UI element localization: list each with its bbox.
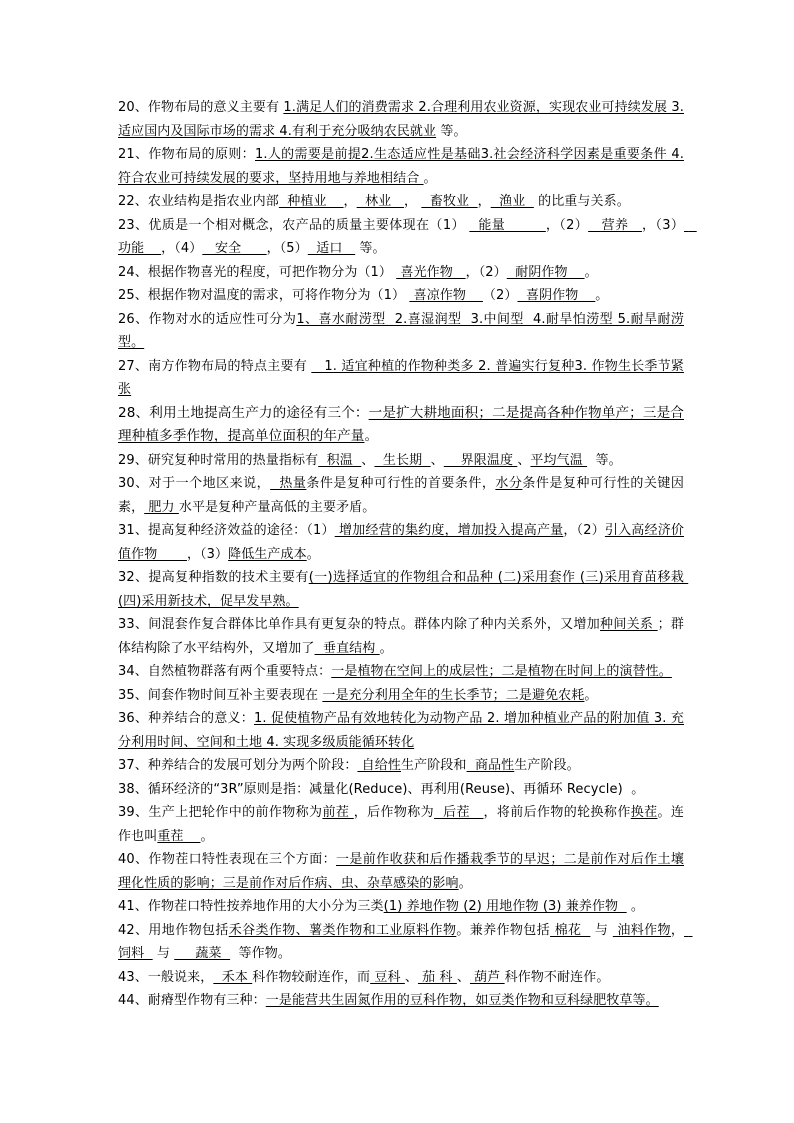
- question-text: 38、循环经济的“3R”原则是指：减量化(Reduce)、再利用(Reuse)、再循环 Recycle) 。: [118, 781, 645, 797]
- question-text: 的比重与关系。: [533, 194, 630, 209]
- question-text: ，（5）: [266, 241, 308, 256]
- answer-text: (1) 养地作物 (2) 用地作物 (3) 兼养作物: [383, 899, 627, 914]
- answer-text: 蔬菜: [174, 946, 231, 961]
- question-text: 。: [595, 288, 609, 303]
- question-text: 26、作物对水的适应性可分为: [118, 311, 297, 327]
- question-list: [118, 96, 697, 1013]
- question-31: [118, 519, 684, 566]
- question-text: 。: [458, 875, 472, 891]
- question-text: 28、利用土地提高生产力的途径有三个：: [118, 404, 369, 421]
- answer-text: 1. 促使植物产品有效地转化为动物产品 2. 增加种植业产品的附加值 3. 充分利用时间、空间和土地 4. 实现多级质能循环转化: [118, 711, 684, 750]
- question-text: 等。: [436, 123, 467, 139]
- question-text: ，: [477, 194, 491, 209]
- question-text: 等。: [355, 241, 386, 256]
- question-text: 44、耐瘠型作物有三种：: [118, 993, 266, 1008]
- answer-text: 能量: [469, 217, 546, 233]
- answer-text: 增加经营的集约度，增加投入提高产量: [334, 523, 564, 538]
- answer-text: 1.满足人们的消费需求 2.合理利用农业资源，实现农业可持续发展 3.适应国内及国际市场的需求 4.有利于充分吸纳农民就业: [118, 100, 684, 139]
- question-text: 27、南方作物布局的特点主要有: [118, 358, 312, 374]
- answer-text: 一是充分利用全年的生长季节；二是避免农耗: [322, 687, 585, 703]
- answer-text: 一是能营共生固氮作用的豆科作物，如豆类作物和豆科绿肥牧草等。: [265, 993, 659, 1008]
- answer-text: 耐阴作物: [506, 264, 585, 280]
- answer-text: 换茬: [630, 805, 658, 820]
- question-text: 22、农业结构是指农业内部: [118, 194, 279, 209]
- answer-text: 安全: [202, 241, 267, 256]
- question-text: ，（3）: [186, 546, 229, 562]
- question-text: 34、自然植物群落有两个重要特点：: [118, 664, 332, 679]
- question-26: [118, 308, 684, 355]
- question-text: 生产阶段和: [401, 758, 467, 773]
- question-text: 。: [364, 428, 379, 444]
- question-text: ，（2）: [545, 217, 589, 233]
- answer-text: 自给性: [357, 758, 401, 773]
- question-30: [118, 472, 684, 519]
- answer-text: 油料作物: [612, 922, 671, 938]
- answer-text: 1. 适宜种植的作物种类多 2. 普遍实行复种3. 作物生长季节紧张: [118, 358, 684, 397]
- answer-text: 生长期: [374, 452, 431, 468]
- question-text: ，将前后作物的轮换称作: [483, 805, 631, 820]
- question-text: 36、种养结合的意义：: [118, 711, 254, 726]
- question-text: 31、提高复种经济效益的途径：（1）: [118, 523, 335, 538]
- question-text: ，: [670, 922, 685, 938]
- question-text: 42、用地作物包括: [118, 922, 229, 938]
- question-text: （2）: [482, 288, 518, 303]
- question-34: [118, 660, 684, 684]
- question-42: [118, 919, 693, 966]
- question-text: 。: [306, 546, 320, 562]
- answer-text: 功能: [118, 217, 697, 256]
- answer-text: 引入高经济价值作物: [118, 523, 684, 562]
- question-text: 、: [456, 969, 470, 985]
- answer-text: 平均气温: [530, 452, 588, 468]
- answer-text: 前茬: [322, 805, 354, 820]
- answer-text: 渔业: [490, 194, 534, 209]
- question-text: 39、生产上把轮作中的前作物称为: [118, 805, 323, 820]
- question-text: 24、根据作物喜光的程度，可把作物分为（1）: [118, 264, 397, 280]
- question-text: 30、对于一个地区来说，: [118, 476, 271, 491]
- question-41: [118, 895, 684, 919]
- question-text: 水平是复种产量高低的主要矛盾。: [178, 499, 376, 515]
- question-text: 43、一般说来，: [118, 969, 214, 985]
- question-text: 科作物较耐连作，而: [252, 969, 371, 985]
- question-text: 与: [590, 922, 613, 938]
- answer-text: 适口: [307, 241, 356, 256]
- question-text: 25、根据作物对温度的需求，可将作物分为（1）: [118, 288, 410, 303]
- question-25: [118, 284, 684, 308]
- answer-text: 喜凉作物: [409, 288, 483, 303]
- answer-text: 1.人的需要是前提2.生态适应性是基础3.社会经济科学因素是重要条件 4.符合农业可持续发展的要求，坚持用地与养地相结合: [118, 147, 684, 186]
- question-text: 37、种养结合的发展可划分为两个阶段：: [118, 758, 358, 773]
- answer-text: 畜牧业: [421, 194, 478, 209]
- answer-text: 营养: [588, 217, 642, 233]
- answer-text: 1、喜水耐涝型 2.喜湿润型 3.中间型 4.耐旱怕涝型 5.耐旱耐涝型。: [118, 311, 684, 350]
- answer-text: 饲料: [118, 922, 693, 961]
- answer-text: 种间关系: [600, 617, 658, 632]
- question-40: [118, 848, 684, 895]
- question-text: 。: [584, 264, 598, 280]
- question-text: ；群体结构除了水平结构外，又增加了: [118, 617, 684, 656]
- question-text: 41、作物茬口特性按养地作用的大小分为三类: [118, 899, 384, 914]
- answer-text: 降低生产成本: [228, 546, 307, 562]
- question-21: [118, 143, 684, 190]
- question-text: 条件是复种可行性的关键因素，: [118, 476, 684, 515]
- question-text: ，: [404, 194, 422, 209]
- question-text: 科作物不耐连作。: [504, 969, 610, 985]
- question-36: [118, 707, 684, 754]
- answer-text: 种植业: [278, 194, 344, 209]
- question-text: 。: [423, 170, 437, 186]
- question-text: 29、研究复种时常用的热量指标有: [118, 452, 319, 468]
- question-32: [118, 566, 689, 613]
- question-text: 。连作也叫: [118, 805, 684, 844]
- question-text: 条件是复种可行性的首要条件，: [306, 476, 496, 491]
- question-text: ，: [343, 194, 357, 209]
- question-text: 20、作物布局的意义主要有: [118, 100, 284, 115]
- question-20: [118, 96, 684, 143]
- question-text: 、: [430, 452, 444, 468]
- question-44: [118, 989, 684, 1013]
- question-text: 40、作物茬口特性表现在三个方面：: [118, 852, 336, 867]
- question-text: 。兼养作物包括: [456, 922, 551, 938]
- answer-text: 肥力: [144, 499, 179, 515]
- answer-text: 林业: [356, 194, 405, 209]
- answer-text: 一是前作收获和后作播栽季节的早迟；二是前作对后作土壤理化性质的影响；三是前作对后作病、虫、杂草感染的影响: [118, 852, 684, 891]
- answer-text: 茄 科: [417, 969, 457, 985]
- question-text: 35、间套作物时间互补主要表现在: [118, 687, 323, 703]
- question-text: 、: [517, 452, 531, 468]
- question-35: [118, 684, 684, 708]
- question-text: 等作物。: [230, 946, 291, 961]
- answer-text: 重茬: [157, 828, 201, 844]
- answer-text: 水分: [495, 476, 523, 491]
- question-23: [118, 214, 697, 261]
- question-37: [118, 754, 684, 778]
- question-text: ，后作物称为: [353, 805, 435, 820]
- question-text: 、: [361, 452, 375, 468]
- answer-text: 后茬: [434, 805, 484, 820]
- question-text: 33、间混套作复合群体比单作具有更复杂的特点。群体内除了种内关系外，又增加: [118, 617, 601, 632]
- question-text: 21、作物布局的原则：: [118, 147, 255, 162]
- question-text: 。: [200, 828, 214, 844]
- question-24: [118, 261, 684, 285]
- question-text: ，（2）: [563, 523, 605, 538]
- answer-text: 一是扩大耕地面积；二是提高各种作物单产；三是合理种植多季作物，提高单位面积的年产量: [118, 404, 684, 444]
- question-27: [118, 355, 684, 402]
- question-text: 23、优质是一个相对概念，农产品的质量主要体现在（1）: [118, 217, 470, 233]
- answer-text: 喜光作物: [396, 264, 466, 280]
- question-text: 与: [152, 946, 175, 961]
- question-text: 生产阶段。: [514, 758, 580, 773]
- question-text: 等。: [587, 452, 622, 468]
- question-text: ，（3）: [641, 217, 685, 233]
- question-text: ，（4）: [161, 241, 203, 256]
- question-38: [118, 778, 684, 802]
- question-22: [118, 190, 684, 214]
- question-43: [118, 966, 684, 990]
- question-text: 。: [379, 640, 393, 656]
- question-text: 。: [626, 899, 644, 914]
- answer-text: 热量: [270, 476, 307, 491]
- answer-text: 喜阴作物: [517, 288, 596, 303]
- question-text: ，（2）: [465, 264, 507, 280]
- answer-text: 商品性: [466, 758, 515, 773]
- question-33: [118, 613, 684, 660]
- answer-text: 界限温度: [443, 452, 518, 468]
- answer-text: 豆科: [370, 969, 405, 985]
- question-text: 32、提高复种指数的技术主要有: [118, 570, 309, 585]
- question-text: 、: [404, 969, 418, 985]
- answer-text: 一是植物在空间上的成层性；二是植物在时间上的演替性。: [331, 664, 672, 679]
- answer-text: 积温: [318, 452, 362, 468]
- question-text: 。: [584, 687, 598, 703]
- answer-text: 棉花: [550, 922, 591, 938]
- answer-text: 垂直结构: [314, 640, 380, 656]
- answer-text: (一)选择适宜的作物组合和品种 (二)采用套作 (三)采用育苗移栽 (四)采用新技术，促早发早熟。: [118, 570, 689, 609]
- answer-text: 禾谷类作物、薯类作物和工业原料作物: [228, 922, 457, 938]
- question-29: [118, 449, 684, 473]
- question-28: [118, 402, 684, 449]
- question-39: [118, 801, 684, 848]
- answer-text: 禾本: [213, 969, 253, 985]
- answer-text: 葫芦: [469, 969, 505, 985]
